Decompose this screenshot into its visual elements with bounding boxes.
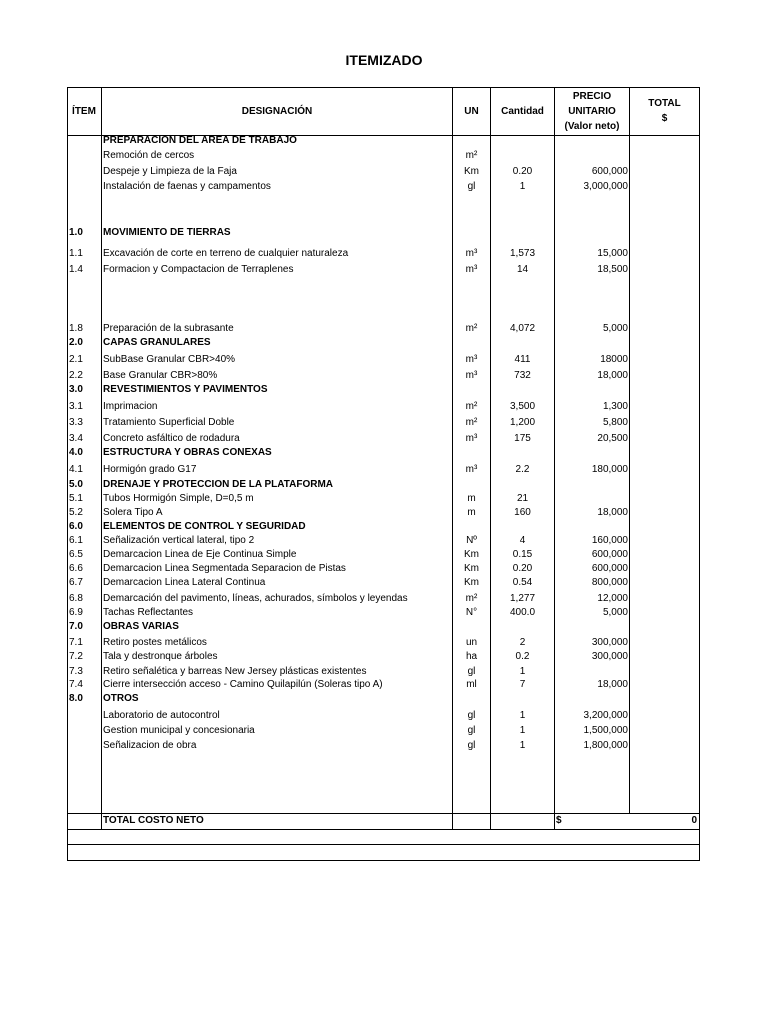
row-unit: m — [467, 507, 476, 518]
row-designation: Retiro postes metálicos — [103, 637, 207, 648]
table-row — [67, 432, 700, 446]
row-item-number: 1.4 — [69, 264, 83, 275]
row-quantity: 1 — [519, 740, 526, 751]
row-unit-price: 600,000 — [591, 563, 628, 574]
row-unit: m² — [465, 593, 478, 604]
row-item-number: 1.0 — [69, 227, 83, 238]
row-unit-price: 600,000 — [591, 549, 628, 560]
table-row — [67, 400, 700, 414]
row-unit-price: 160,000 — [591, 535, 628, 546]
row-quantity: 2.2 — [515, 464, 530, 475]
row-quantity: 1 — [519, 710, 526, 721]
row-quantity: 1 — [519, 181, 526, 192]
row-designation: Tubos Hormigón Simple, D=0,5 m — [103, 493, 254, 504]
row-unit-price: 5,800 — [602, 417, 628, 428]
row-unit: gl — [467, 181, 476, 192]
header-un: UN — [464, 105, 479, 117]
row-designation: Excavación de corte en terreno de cualquier naturaleza — [103, 248, 349, 259]
row-item-number: 6.0 — [69, 521, 83, 532]
row-designation: Tala y destronque árboles — [103, 651, 218, 662]
row-unit: Km — [464, 549, 479, 560]
row-item-number: 6.5 — [69, 549, 83, 560]
row-unit-price: 15,000 — [597, 248, 628, 259]
row-unit-price: 3,200,000 — [583, 710, 628, 721]
row-quantity: 4,072 — [509, 323, 536, 334]
row-designation: OBRAS VARIAS — [103, 621, 179, 632]
row-quantity: 0.2 — [515, 651, 530, 662]
row-unit: m³ — [465, 354, 478, 365]
table-row — [67, 724, 700, 738]
row-quantity: 175 — [514, 433, 531, 444]
row-item-number: 4.1 — [69, 464, 83, 475]
row-unit: gl — [467, 710, 476, 721]
row-unit: m² — [465, 401, 478, 412]
total-value: 0 — [691, 815, 697, 826]
row-item-number: 6.9 — [69, 607, 83, 618]
row-item-number: 6.8 — [69, 593, 83, 604]
row-item-number: 7.4 — [69, 679, 83, 690]
row-unit-price: 800,000 — [591, 577, 628, 588]
row-designation: Demarcacion Linea de Eje Continua Simple — [103, 549, 297, 560]
row-designation: Remoción de cercos — [103, 150, 195, 161]
table-row — [67, 226, 700, 240]
row-unit: un — [465, 637, 478, 648]
row-unit-price: 1,800,000 — [583, 740, 628, 751]
table-row — [67, 692, 700, 706]
row-unit-price: 300,000 — [591, 637, 628, 648]
row-item-number: 5.2 — [69, 507, 83, 518]
row-item-number: 6.7 — [69, 577, 83, 588]
table-row — [67, 463, 700, 477]
row-quantity: 21 — [516, 493, 529, 504]
row-designation: Tratamiento Superficial Doble — [103, 417, 235, 428]
total-currency: $ — [556, 815, 562, 826]
table-row — [67, 576, 700, 590]
row-designation: Hormigón grado G17 — [103, 464, 197, 475]
row-unit-price: 180,000 — [591, 464, 628, 475]
row-unit-price: 18,500 — [597, 264, 628, 275]
row-designation: ESTRUCTURA Y OBRAS CONEXAS — [103, 447, 272, 458]
header-unit-price: PRECIO UNITARIO (Valor neto) — [564, 90, 620, 132]
row-unit-price: 5,000 — [602, 323, 628, 334]
table-row — [67, 739, 700, 753]
row-item-number: 2.2 — [69, 370, 83, 381]
row-item-number: 3.0 — [69, 384, 83, 395]
row-designation: Concreto asfáltico de rodadura — [103, 433, 240, 444]
row-unit-price: 18,000 — [597, 370, 628, 381]
table-row — [67, 180, 700, 194]
row-designation: SubBase Granular CBR>40% — [103, 354, 236, 365]
row-item-number: 2.0 — [69, 337, 83, 348]
document-title: ITEMIZADO — [345, 52, 423, 68]
row-item-number: 3.3 — [69, 417, 83, 428]
row-designation: Tachas Reflectantes — [103, 607, 194, 618]
row-designation: REVESTIMIENTOS Y PAVIMENTOS — [103, 384, 268, 395]
row-quantity: 400.0 — [509, 607, 536, 618]
row-quantity: 1,200 — [509, 417, 536, 428]
table-row — [67, 369, 700, 383]
table-row — [67, 336, 700, 350]
row-unit-price: 18000 — [600, 354, 628, 365]
header-designation: DESIGNACIÓN — [241, 105, 313, 117]
row-designation: Imprimacion — [103, 401, 158, 412]
table-row — [67, 506, 700, 520]
row-quantity: 0.54 — [512, 577, 533, 588]
table-row — [67, 678, 700, 692]
row-unit-price: 5,000 — [602, 607, 628, 618]
table-row — [67, 665, 700, 679]
row-designation: Preparación de la subrasante — [103, 323, 234, 334]
row-unit: m³ — [465, 370, 478, 381]
row-unit-price: 1,500,000 — [583, 725, 628, 736]
header-total: TOTAL $ — [648, 98, 681, 124]
row-unit: m³ — [465, 248, 478, 259]
row-item-number: 1.8 — [69, 323, 83, 334]
blank-row-divider — [67, 844, 700, 845]
row-designation: Formacion y Compactacion de Terraplenes — [103, 264, 294, 275]
table-row — [67, 534, 700, 548]
row-unit: m² — [465, 150, 478, 161]
table-row — [67, 247, 700, 261]
row-item-number: 5.0 — [69, 479, 83, 490]
row-item-number: 4.0 — [69, 447, 83, 458]
table-row — [67, 592, 700, 606]
row-item-number: 7.0 — [69, 621, 83, 632]
table-row — [67, 620, 700, 634]
table-row — [67, 548, 700, 562]
row-unit-price: 18,000 — [597, 679, 628, 690]
row-designation: CAPAS GRANULARES — [103, 337, 211, 348]
row-designation: Demarcacion Linea Segmentada Separacion de Pistas — [103, 563, 346, 574]
table-row — [67, 165, 700, 179]
row-quantity: 0.20 — [512, 166, 533, 177]
row-designation: Cierre intersección acceso - Camino Quilapilún (Soleras tipo A) — [103, 679, 383, 690]
row-unit: ml — [466, 679, 477, 690]
row-designation: Señalizacion de obra — [103, 740, 197, 751]
table-row — [67, 520, 700, 534]
row-item-number: 7.2 — [69, 651, 83, 662]
row-item-number: 7.3 — [69, 666, 83, 677]
table-border-bottom — [67, 860, 700, 861]
row-unit-price: 1,300 — [602, 401, 628, 412]
table-row — [67, 263, 700, 277]
row-quantity: 1 — [519, 725, 526, 736]
row-unit-price: 3,000,000 — [583, 181, 628, 192]
table-row — [67, 636, 700, 650]
table-row — [67, 492, 700, 506]
itemized-table — [67, 87, 700, 861]
row-unit-price: 18,000 — [597, 507, 628, 518]
total-row-bottom — [67, 829, 700, 830]
row-quantity: 0.15 — [512, 549, 533, 560]
row-unit-price: 20,500 — [597, 433, 628, 444]
row-quantity: 1 — [519, 666, 526, 677]
row-designation: Señalización vertical lateral, tipo 2 — [103, 535, 255, 546]
table-row — [67, 606, 700, 620]
row-item-number: 8.0 — [69, 693, 83, 704]
table-row — [67, 149, 700, 163]
row-designation: MOVIMIENTO DE TIERRAS — [103, 227, 231, 238]
row-item-number: 3.1 — [69, 401, 83, 412]
row-unit: m³ — [465, 464, 478, 475]
row-designation: Retiro señalética y barreas New Jersey plásticas existentes — [103, 666, 367, 677]
row-designation: Demarcación del pavimento, líneas, achurados, símbolos y leyendas — [103, 593, 408, 604]
row-quantity: 411 — [514, 354, 531, 365]
row-unit: Nº — [466, 535, 477, 546]
row-quantity: 3,500 — [509, 401, 536, 412]
row-unit-price: 300,000 — [591, 651, 628, 662]
row-quantity: 2 — [519, 637, 526, 648]
table-row — [67, 562, 700, 576]
table-row — [67, 383, 700, 397]
row-unit: gl — [467, 725, 476, 736]
row-designation: ELEMENTOS DE CONTROL Y SEGURIDAD — [103, 521, 306, 532]
row-quantity: 4 — [519, 535, 526, 546]
row-designation: DRENAJE Y PROTECCION DE LA PLATAFORMA — [103, 479, 334, 490]
row-designation: OTROS — [103, 693, 139, 704]
row-unit: m — [467, 493, 476, 504]
table-row — [67, 416, 700, 430]
total-row — [67, 813, 700, 829]
row-quantity: 14 — [516, 264, 529, 275]
row-item-number: 6.1 — [69, 535, 83, 546]
row-unit: N° — [465, 607, 478, 618]
row-quantity: 160 — [514, 507, 531, 518]
row-unit: m³ — [465, 433, 478, 444]
row-quantity: 732 — [514, 370, 531, 381]
row-designation: PREPARACION DEL AREA DE TRABAJO — [103, 135, 297, 146]
row-designation: Despeje y Limpieza de la Faja — [103, 166, 237, 177]
row-designation: Solera Tipo A — [103, 507, 163, 518]
row-unit: m² — [465, 323, 478, 334]
table-row — [67, 446, 700, 460]
table-row — [67, 478, 700, 492]
row-quantity: 7 — [519, 679, 526, 690]
table-row — [67, 650, 700, 664]
row-unit: Km — [464, 577, 479, 588]
row-quantity: 1,277 — [509, 593, 536, 604]
row-designation: Base Granular CBR>80% — [103, 370, 218, 381]
row-unit: Km — [464, 166, 479, 177]
row-item-number: 2.1 — [69, 354, 83, 365]
row-unit: gl — [467, 666, 476, 677]
row-designation: Gestion municipal y concesionaria — [103, 725, 255, 736]
row-quantity: 0.20 — [512, 563, 533, 574]
table-row — [67, 322, 700, 336]
row-item-number: 6.6 — [69, 563, 83, 574]
row-unit: m³ — [465, 264, 478, 275]
row-unit-price: 12,000 — [597, 593, 628, 604]
header-quantity: Cantidad — [501, 105, 544, 117]
header-item: ÍTEM — [72, 105, 96, 117]
total-label: TOTAL COSTO NETO — [103, 815, 204, 826]
row-designation: Laboratorio de autocontrol — [103, 710, 220, 721]
table-row — [67, 353, 700, 367]
row-unit: m² — [465, 417, 478, 428]
row-unit: ha — [465, 651, 478, 662]
row-designation: Instalación de faenas y campamentos — [103, 181, 271, 192]
row-unit: gl — [467, 740, 476, 751]
row-quantity: 1,573 — [509, 248, 536, 259]
row-item-number: 1.1 — [69, 248, 83, 259]
row-unit-price: 600,000 — [591, 166, 628, 177]
row-item-number: 7.1 — [69, 637, 83, 648]
table-row — [67, 134, 700, 148]
row-item-number: 5.1 — [69, 493, 83, 504]
row-designation: Demarcacion Linea Lateral Continua — [103, 577, 266, 588]
table-row — [67, 709, 700, 723]
row-unit: Km — [464, 563, 479, 574]
row-item-number: 3.4 — [69, 433, 83, 444]
